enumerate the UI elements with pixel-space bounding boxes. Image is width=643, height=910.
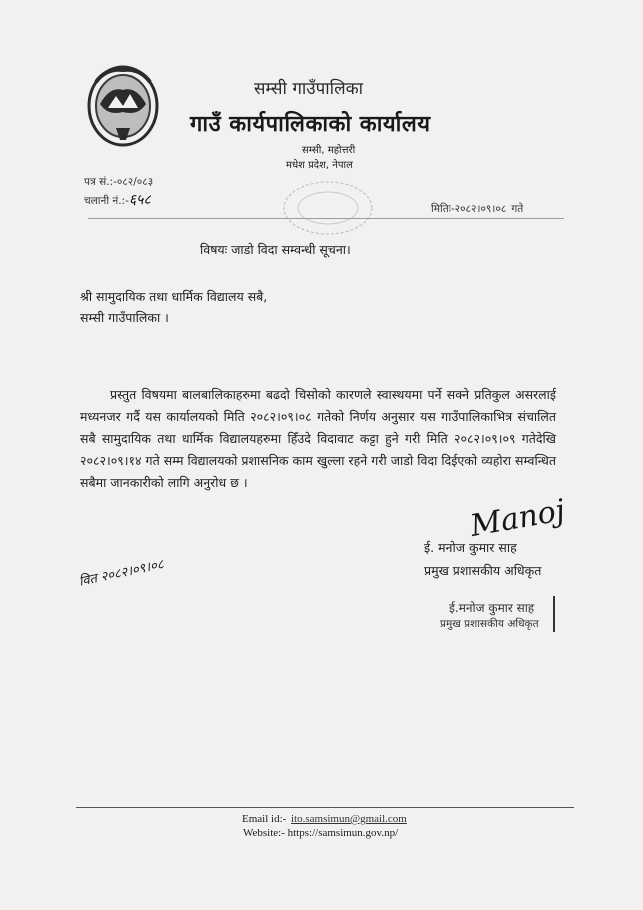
date-value: २०८२।०९।०८ bbox=[454, 203, 507, 215]
letter-number bbox=[84, 170, 153, 189]
email-link[interactable]: ito.samsimun@gmail.com bbox=[291, 813, 407, 825]
date-suffix: गते bbox=[511, 203, 524, 215]
website-link[interactable]: Website:- https://samsimun.gov.np/ bbox=[243, 827, 399, 839]
office-round-stamp bbox=[282, 180, 374, 236]
dispatch-number-value: ६५८ bbox=[128, 192, 151, 208]
handwritten-signature: Manoj bbox=[467, 492, 568, 545]
date-label: मितिः- bbox=[431, 203, 455, 215]
letter-number-value: ०८२/०८३ bbox=[116, 176, 154, 188]
notice-body: प्रस्तुत विषयमा बालबालिकाहरुमा बढदो चिसोको कारणले स्वास्थयमा पर्ने सक्ने प्रतिकुल असरलाई मध्यनजर गर्दै यस कार्यालयको मिति २०८२।०९।०८ गतेको निर्णय अनुसार यस गाउँपालिकाभित्र संचालित सबै सामुदायिक तथा धार्मिक विद्यालयहरुमा हिँउदे विदावाट कट्टा हुने गरी मिति २०८२।०९।०९ गतेदेखि २०८२।०९।१४ गते सम्म विद्यालयको प्रशासनिक काम खुल्ला रहने गरी जाडो विदा दिईएको व्यहोरा सम्वन्धित सबैमा जानकारीको लागि अनुरोध छ । bbox=[80, 387, 556, 490]
marginal-note-date: २०८२।०९।०८ bbox=[99, 557, 166, 586]
footer-divider bbox=[76, 807, 574, 808]
header-divider bbox=[88, 218, 564, 219]
office-name: गाउँ कार्यपालिकाको कार्यालय bbox=[190, 112, 431, 137]
letter-date bbox=[431, 197, 523, 216]
subject-line: विषयः जाडो विदा सम्वन्धी सूचना। bbox=[200, 242, 351, 257]
letter-number-label: पत्र सं.:- bbox=[84, 176, 117, 188]
signatory-name: ई. मनोज कुमार साह bbox=[424, 540, 517, 555]
dispatch-number-label: चलानी नं.:- bbox=[84, 195, 129, 207]
recipient-line-1: श्री सामुदायिक तथा धार्मिक विद्यालय सबै, bbox=[80, 289, 268, 304]
email-label: Email id:- bbox=[242, 813, 287, 825]
nepal-emblem-logo bbox=[86, 64, 160, 148]
address-line-2: मधेश प्रदेश, नेपाल bbox=[286, 160, 353, 171]
stamp-title: प्रमुख प्रशासकीय अधिकृत bbox=[440, 618, 539, 630]
marginal-note-mark: वित bbox=[77, 571, 99, 590]
signatory-title: प्रमुख प्रशासकीय अधिकृत bbox=[424, 563, 542, 578]
municipality-name: सम्सी गाउँपालिका bbox=[254, 79, 364, 99]
address-line-1: सम्सी, महोत्तरी bbox=[302, 145, 356, 156]
recipient-line-2: सम्सी गाउँपालिका । bbox=[80, 310, 169, 325]
stamp-name: ई.मनोज कुमार साह bbox=[449, 601, 535, 615]
marginal-note bbox=[77, 554, 165, 590]
dispatch-number bbox=[84, 189, 151, 209]
